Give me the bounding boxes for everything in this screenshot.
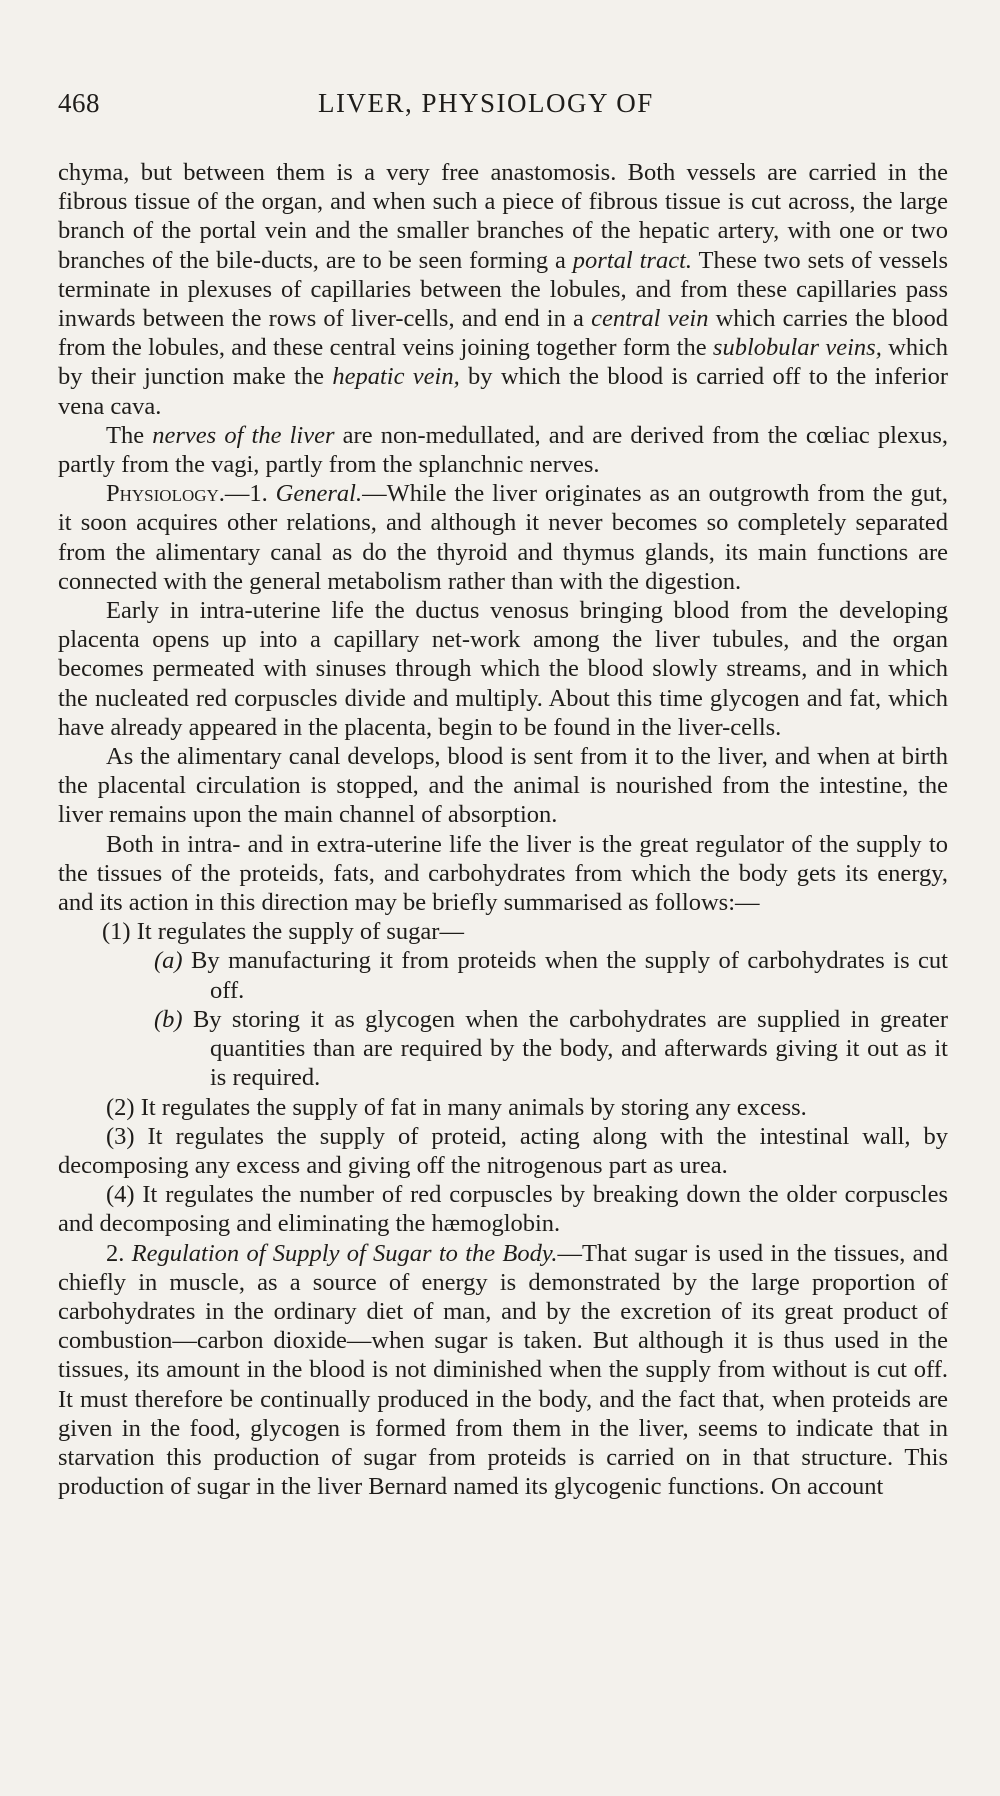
term-central-vein: central vein: [591, 305, 709, 333]
functions-list: [58, 917, 948, 1238]
page-header: [58, 88, 948, 128]
text-run: by which the blood is carried off to the inferior vena cava.: [58, 363, 949, 420]
text-run: The: [106, 421, 153, 449]
list-subitem: [58, 946, 948, 1004]
paragraph-physiology-general: [58, 479, 948, 596]
list-item: (3) It regulates the supply of proteid, acting along with the intestinal wall, by decomposing any excess and giving off the nitrogenous part as urea.: [58, 1122, 948, 1179]
body-text: [58, 158, 948, 1501]
list-item: (4) It regulates the number of red corpuscles by breaking down the older corpuscles and decomposing and eliminating the hæmoglobin.: [58, 1181, 948, 1238]
section-heading-physiology: Physiology.: [106, 480, 225, 508]
text-run: By storing it as glycogen when the carbohydrates are supplied in greater quantities than are required by the body, and afterwards giving it out as it is required.: [182, 1005, 948, 1092]
paragraph-intra-uterine: Early in intra-uterine life the ductus venosus bringing blood from the developing placenta opens up into a capillary net-work among the liver tubules, and the organ becomes permeated with sinuses through which the blood slowly streams, and in which the nucleated red corpuscles divide and multiply. About this time glycogen and fat, which have already appeared in the placenta, begin to be found in the liver-cells.: [58, 597, 948, 741]
text-run: These two sets of vessels terminate in plexuses of capillaries between the lobules, and from these capillaries pass inwards between the rows of liver-cells, and end in a: [58, 246, 948, 333]
term-sublobular-veins: sublobular veins,: [712, 334, 882, 362]
text-run: which carries the blood from the lobules, and these central veins joining together form the: [58, 305, 949, 362]
paragraph-regulator: Both in intra- and in extra-uterine life the liver is the great regulator of the supply to the tissues of the proteids, fats, and carbohydrates from which the body gets its energy, and its action in this direction may be briefly summarised as follows:—: [58, 830, 948, 917]
subitem-label: (b): [154, 1005, 183, 1033]
paragraph-nerves: [58, 421, 948, 479]
subheading-regulation-of-sugar: Regulation of Supply of Sugar to the Body.: [131, 1239, 558, 1267]
text-run: are non-medullated, and are derived from the cœliac plexus, partly from the vagi, partly from the splanchnic nerves.: [58, 421, 948, 479]
term-portal-tract: portal tract.: [572, 246, 693, 274]
text-run: By manufacturing it from proteids when the supply of carbohydrates is cut off.: [182, 947, 948, 1004]
list-subitem: [58, 1005, 948, 1093]
running-title: LIVER, PHYSIOLOGY OF: [318, 88, 654, 118]
text-run: —That sugar is used in the tissues, and chiefly in muscle, as a source of energy is demonstrated by the large proportion of carbohydrates in the ordinary diet of man, and by the excretion of its great product of combustion—carbon dioxide—when sugar is taken. But although it is thus used in the tissues, its amount in the blood is not diminished when the supply from without is cut off. It must therefore be continually produced in the body, and the fact that, when proteids are given in the food, glycogen is formed from them in the liver, seems to indicate that in starvation this production of sugar from proteids is carried on in that structure. This production of sugar in the liver Bernard named its glycogenic functions. On account: [58, 1239, 948, 1501]
term-hepatic-vein: hepatic vein,: [332, 363, 460, 391]
page-number: 468: [58, 88, 100, 118]
list-item: (1) It regulates the supply of sugar—: [102, 918, 464, 946]
subheading-general: General.: [275, 480, 363, 508]
list-item: (2) It regulates the supply of fat in many animals by storing any excess.: [106, 1093, 807, 1121]
text-run: —While the liver originates as an outgrowth from the gut, it soon acquires other relations, and although it never becomes so completely separated from the alimentary canal as do the thyroid and thymus glands, its main functions are connected with the general metabolism rather than with the digestion.: [58, 480, 948, 595]
paragraph-vessels: [58, 158, 948, 421]
text-run: chyma, but between them is a very free anastomosis. Both vessels are carried in the fibrous tissue of the organ, and when such a piece of fibrous tissue is cut across, the large branch of the portal vein and the smaller branches of the hepatic artery, with one or two branches of the bile-ducts, are to be seen forming a: [58, 159, 948, 274]
text-run: which by their junction make the: [58, 334, 949, 391]
subitem-label: (a): [154, 947, 183, 975]
term-nerves-of-liver: nerves of the liver: [152, 421, 335, 449]
paragraph-alimentary-canal: As the alimentary canal develops, blood is sent from it to the liver, and when at birth the placental circulation is stopped, and the animal is nourished from the intestine, the liver remains upon the main channel of absorption.: [58, 743, 948, 829]
paragraph-sugar-regulation: [58, 1239, 948, 1502]
text-run: 2.: [106, 1239, 132, 1267]
text-run: —1.: [224, 480, 276, 508]
